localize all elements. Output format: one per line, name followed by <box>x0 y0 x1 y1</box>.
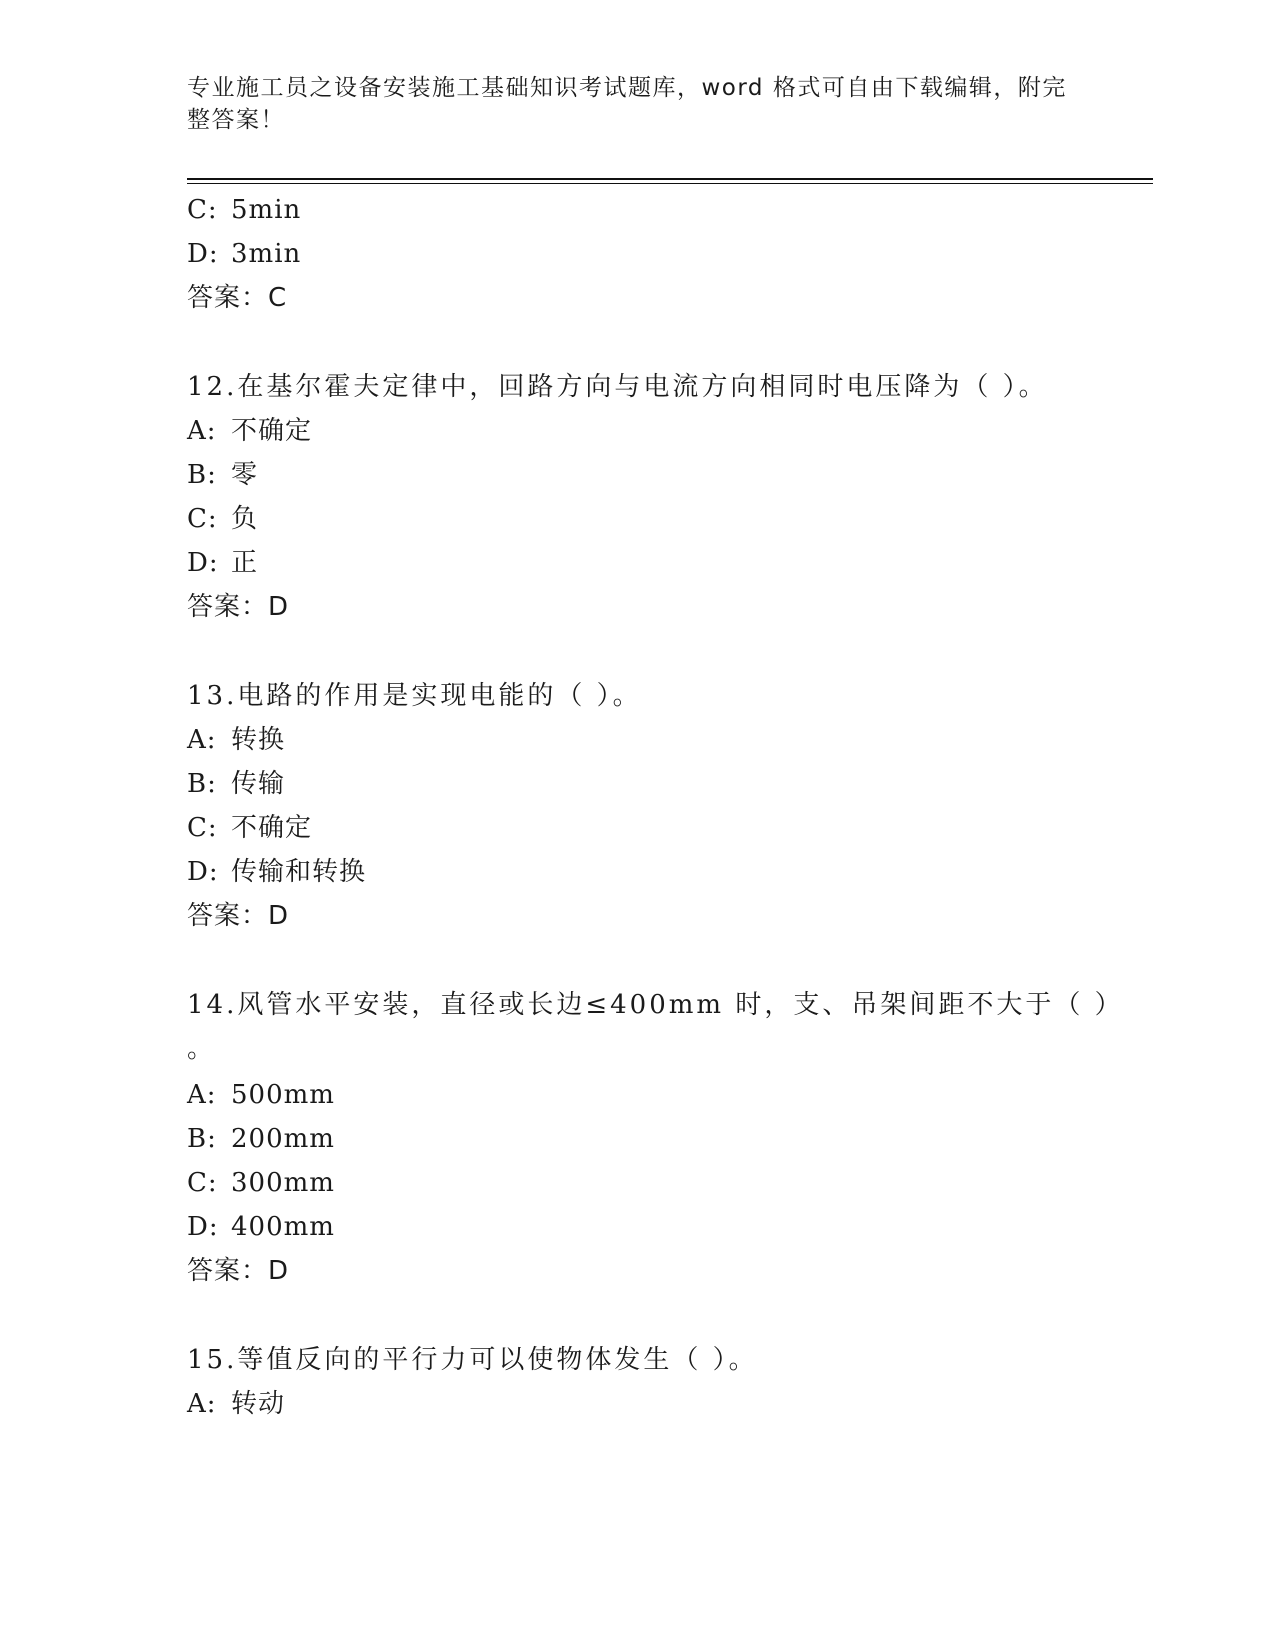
option-letter: C: <box>187 504 218 534</box>
option-letter: C: <box>187 1168 218 1198</box>
header-title-line2: 整答案！ <box>187 107 285 133</box>
option-letter: D: <box>187 548 219 578</box>
option-letter: B: <box>187 769 217 799</box>
option-letter: B: <box>187 460 217 490</box>
option-b <box>187 767 285 801</box>
option-b <box>187 1122 335 1156</box>
option-letter: A: <box>187 1080 217 1110</box>
question-15-stem: 15.等值反向的平行力可以使物体发生（ ）。 <box>187 1345 758 1375</box>
option-text: 零 <box>231 460 259 490</box>
option-a <box>187 414 312 448</box>
option-b <box>187 458 258 492</box>
option-c <box>187 811 312 845</box>
answer-line: 答案：D <box>187 901 290 931</box>
question-13-stem: 13.电路的作用是实现电能的（ ）。 <box>187 681 642 711</box>
option-d <box>187 546 258 580</box>
option-text: 3min <box>231 239 302 269</box>
option-a <box>187 1387 285 1421</box>
option-c <box>187 1166 335 1200</box>
option-text: 200mm <box>231 1124 335 1154</box>
header-divider-thin <box>187 183 1153 184</box>
answer-line: 答案：D <box>187 592 290 622</box>
option-text: 不确定 <box>231 416 313 446</box>
option-d <box>187 237 301 271</box>
header-divider-thick <box>187 178 1153 180</box>
option-d <box>187 855 366 889</box>
question-14-stem: 14.风管水平安装，直径或长边≤400mm 时，支、吊架间距不大于（ ） <box>187 990 1124 1020</box>
option-letter: A: <box>187 416 217 446</box>
option-text: 正 <box>231 548 259 578</box>
option-letter: A: <box>187 725 217 755</box>
document-header <box>187 72 1067 136</box>
option-letter: D: <box>187 857 219 887</box>
option-text: 负 <box>231 504 259 534</box>
option-text: 传输 <box>231 769 286 799</box>
option-text: 不确定 <box>231 813 313 843</box>
option-c <box>187 502 258 536</box>
question-12-stem: 12.在基尔霍夫定律中，回路方向与电流方向相同时电压降为（ ）。 <box>187 372 1048 402</box>
option-text: 300mm <box>231 1168 335 1198</box>
option-letter: B: <box>187 1124 217 1154</box>
option-letter: C: <box>187 195 218 225</box>
option-a <box>187 1078 335 1112</box>
option-a <box>187 723 285 757</box>
option-text: 转动 <box>231 1389 286 1419</box>
answer-line: 答案：D <box>187 1256 290 1286</box>
option-text: 传输和转换 <box>231 857 367 887</box>
option-letter: D: <box>187 1212 219 1242</box>
option-text: 转换 <box>231 725 286 755</box>
header-title-line1: 专业施工员之设备安装施工基础知识考试题库，word 格式可自由下载编辑，附完 <box>187 75 1067 101</box>
answer-line: 答案：C <box>187 283 288 313</box>
option-letter: D: <box>187 239 219 269</box>
option-letter: A: <box>187 1389 217 1419</box>
option-letter: C: <box>187 813 218 843</box>
option-text: 5min <box>231 195 302 225</box>
option-text: 400mm <box>231 1212 335 1242</box>
option-c <box>187 193 301 227</box>
option-text: 500mm <box>231 1080 335 1110</box>
question-14-stem-continued: 。 <box>187 1034 215 1064</box>
option-d <box>187 1210 335 1244</box>
